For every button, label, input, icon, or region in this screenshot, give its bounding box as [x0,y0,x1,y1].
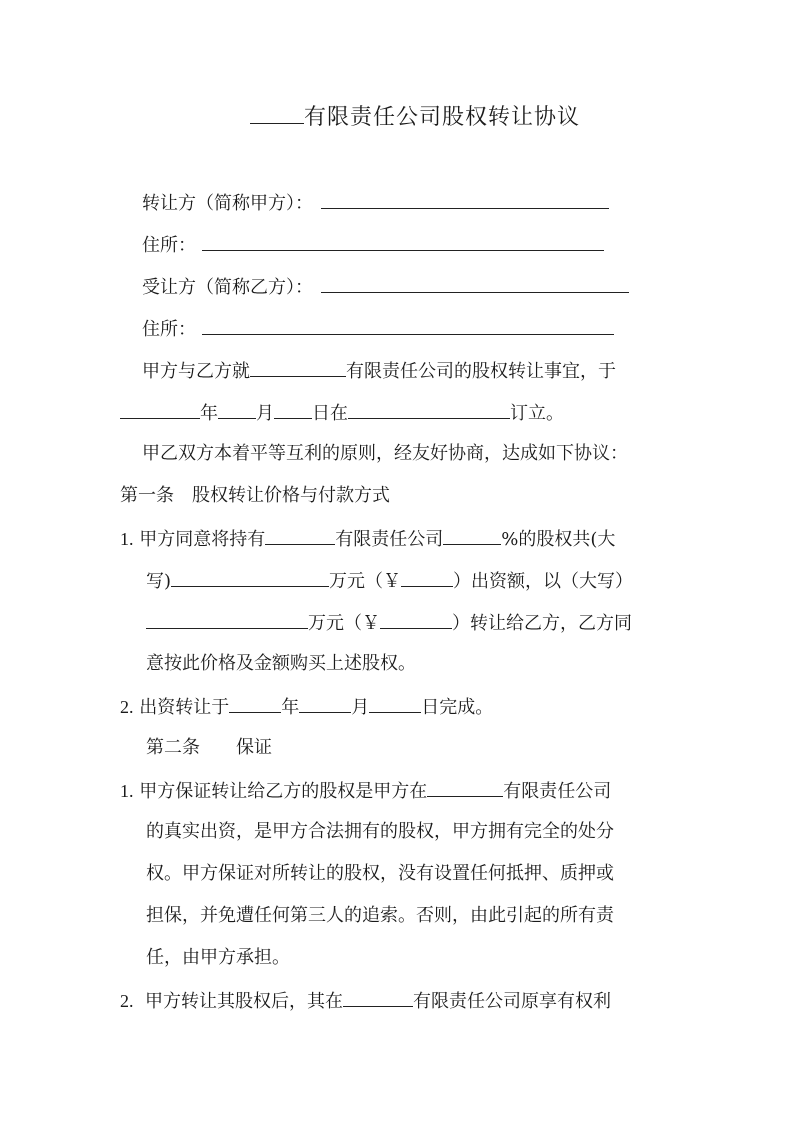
day-blank[interactable] [369,694,421,713]
item-number: 2. [120,697,134,717]
article1-item1-line1 [120,526,615,552]
item-number: 1. [120,781,134,801]
article2-item1-line3 [146,862,614,886]
article2-item2 [120,988,611,1014]
transferor-address-field[interactable] [202,232,604,251]
transferee-address-label: 住所： [142,319,196,340]
item-text: 万元（￥ [308,613,380,634]
day-blank[interactable] [274,400,312,419]
day-label: 日完成。 [421,697,494,718]
item-text: 有限责任公司 [335,529,444,550]
intro-line-3 [142,442,628,466]
month-label: 月 [256,403,274,424]
item-text: %的股权共(大 [501,529,616,550]
transferee-address-line [142,316,614,342]
article1-item1-line2 [146,568,633,594]
percent-blank[interactable] [443,526,501,545]
heading-text: 第一条 股权转让价格与付款方式 [120,485,390,506]
price-words-blank[interactable] [146,610,308,629]
item-text: 意按此价格及金额购买上述股权。 [146,653,416,674]
item-text: 出资转让于 [139,697,230,718]
intro-text: 订立。 [510,403,564,424]
item-text: 权。甲方保证对所转让的股权，没有设置任何抵押、质押或 [146,863,614,884]
article1-item2 [120,694,493,720]
place-blank[interactable] [348,400,510,419]
item-text: ）出资额，以（大写） [453,571,634,592]
item-text: 担保，并免遭任何第三人的追索。否则，由此引起的所有责 [146,905,614,926]
year-blank[interactable] [229,694,281,713]
year-blank[interactable] [120,400,200,419]
intro-line-2 [120,400,564,426]
item-text: 甲方同意将持有 [139,529,266,550]
company-name-blank[interactable] [250,105,304,124]
title-text: 有限责任公司股权转让协议 [304,105,581,130]
article2-item1-line2 [146,820,614,844]
article2-item1-line1 [120,778,611,804]
article2-item1-line5 [146,946,290,970]
transferor-address-line [142,232,604,258]
capital-words-blank[interactable] [171,568,329,587]
transferor-address-label: 住所： [142,235,196,256]
document-title [250,104,580,132]
article1-heading [120,484,390,508]
item-text: 万元（￥ [329,571,402,592]
year-label: 年 [200,403,218,424]
month-blank[interactable] [299,694,351,713]
item-text: 的真实出资，是甲方合法拥有的股权，甲方拥有完全的处分 [146,821,614,842]
transferee-field[interactable] [321,274,629,293]
article1-item1-line4 [146,652,416,676]
heading-text: 第二条 保证 [146,737,272,758]
intro-text: 甲乙双方本着平等互利的原则，经友好协商，达成如下协议： [142,443,628,464]
transferee-label: 受让方（简称乙方）： [142,277,313,298]
item-text: 有限责任公司原享有权利 [412,991,611,1012]
transferor-label: 转让方（简称甲方）： [142,193,313,214]
price-amount-blank[interactable] [380,610,452,629]
transferee-address-field[interactable] [202,316,614,335]
item-text: 任，由甲方承担。 [146,947,290,968]
month-blank[interactable] [218,400,256,419]
article1-item1-line3 [146,610,632,636]
year-label: 年 [281,697,300,718]
item-text: 有限责任公司 [503,781,612,802]
transferor-field[interactable] [321,190,609,209]
month-label: 月 [351,697,370,718]
transferor-line [142,190,609,216]
company-blank[interactable] [250,358,346,377]
intro-text: 有限责任公司的股权转让事宜，于 [346,361,616,382]
article2-item1-line4 [146,904,614,928]
item-text: 写) [146,571,172,592]
company-blank[interactable] [427,778,503,797]
item-text: 甲方转让其股权后，其在 [144,991,343,1012]
day-label: 日在 [312,403,348,424]
item-number: 2. [120,991,134,1011]
item-number: 1. [120,529,134,549]
capital-amount-blank[interactable] [401,568,453,587]
article2-heading [146,736,272,760]
intro-text: 甲方与乙方就 [142,361,250,382]
intro-line-1 [142,358,616,384]
company-blank[interactable] [343,988,413,1007]
company-blank[interactable] [265,526,335,545]
item-text: 甲方保证转让给乙方的股权是甲方在 [139,781,428,802]
item-text: ）转让给乙方，乙方同 [452,613,632,634]
transferee-line [142,274,629,300]
